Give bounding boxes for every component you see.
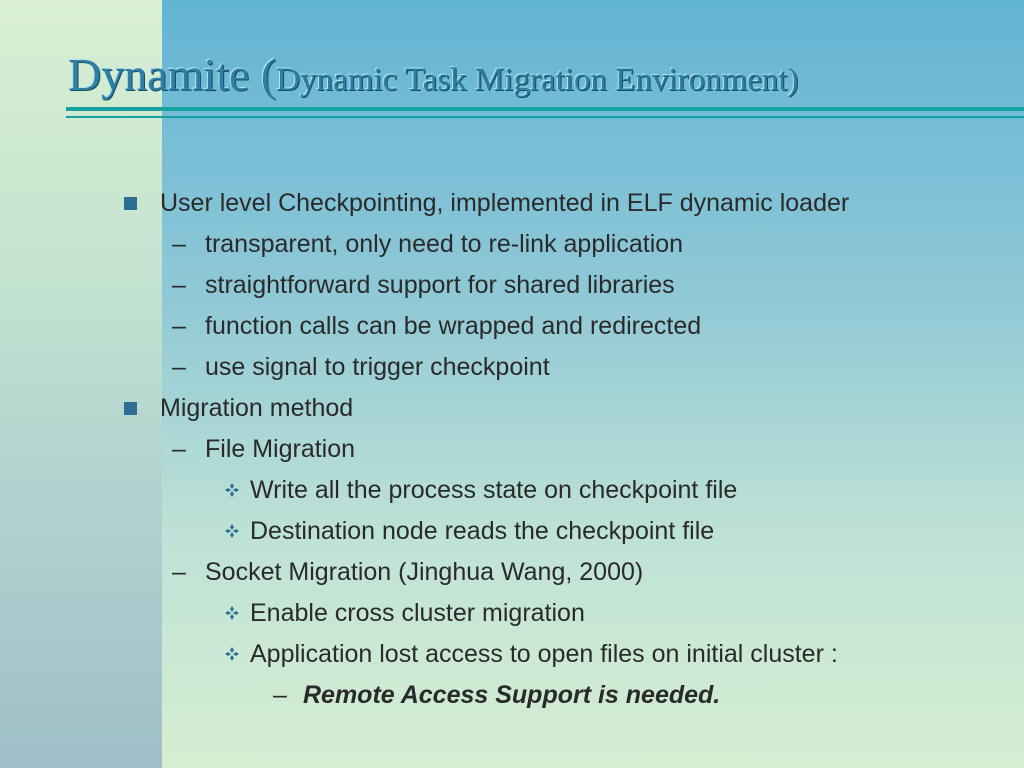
bullet-text: function calls can be wrapped and redirected xyxy=(205,312,702,340)
dash-bullet-icon: – xyxy=(172,271,186,299)
diamond-bullet-icon xyxy=(225,606,239,620)
bullet-item xyxy=(0,431,1024,472)
bullet-item xyxy=(0,595,1024,636)
bullet-item xyxy=(0,185,1024,226)
bullet-text-emphasis: Remote Access Support is needed. xyxy=(303,681,721,709)
bullet-text: Socket Migration (Jinghua Wang, 2000) xyxy=(205,558,644,586)
bullet-text: Write all the process state on checkpoint file xyxy=(250,476,738,504)
dash-bullet-icon: – xyxy=(273,681,287,709)
title-main: Dynamite ( xyxy=(68,49,277,100)
bullet-item xyxy=(0,472,1024,513)
bullet-item xyxy=(0,390,1024,431)
title-rule-thick xyxy=(66,107,1024,111)
dash-bullet-icon: – xyxy=(172,353,186,381)
diamond-bullet-icon xyxy=(225,483,239,497)
square-bullet-icon xyxy=(124,197,137,210)
bullet-item xyxy=(0,554,1024,595)
title-subtitle: Dynamic Task Migration Environment) xyxy=(276,62,799,98)
bullet-text: Application lost access to open files on initial cluster : xyxy=(250,640,838,668)
bullet-item xyxy=(0,308,1024,349)
bullet-item xyxy=(0,226,1024,267)
dash-bullet-icon: – xyxy=(172,435,186,463)
dash-bullet-icon: – xyxy=(172,312,186,340)
bullet-item xyxy=(0,349,1024,390)
slide-title xyxy=(68,48,798,101)
bullet-text: transparent, only need to re-link application xyxy=(205,230,684,258)
diamond-bullet-icon xyxy=(225,647,239,661)
dash-bullet-icon: – xyxy=(172,230,186,258)
bullet-list xyxy=(0,185,1024,718)
dash-bullet-icon: – xyxy=(172,558,186,586)
bullet-item xyxy=(0,513,1024,554)
bullet-text: Enable cross cluster migration xyxy=(250,599,585,627)
bullet-item xyxy=(0,677,1024,718)
bullet-text: File Migration xyxy=(205,435,356,463)
bullet-text: straightforward support for shared libraries xyxy=(205,271,675,299)
bullet-text: Destination node reads the checkpoint file xyxy=(250,517,715,545)
square-bullet-icon xyxy=(124,402,137,415)
bullet-text: User level Checkpointing, implemented in ELF dynamic loader xyxy=(160,189,850,217)
bullet-text: use signal to trigger checkpoint xyxy=(205,353,550,381)
bullet-item xyxy=(0,636,1024,677)
diamond-bullet-icon xyxy=(225,524,239,538)
bullet-item xyxy=(0,267,1024,308)
title-rule-thin xyxy=(66,116,1024,118)
bullet-text: Migration method xyxy=(160,394,354,422)
